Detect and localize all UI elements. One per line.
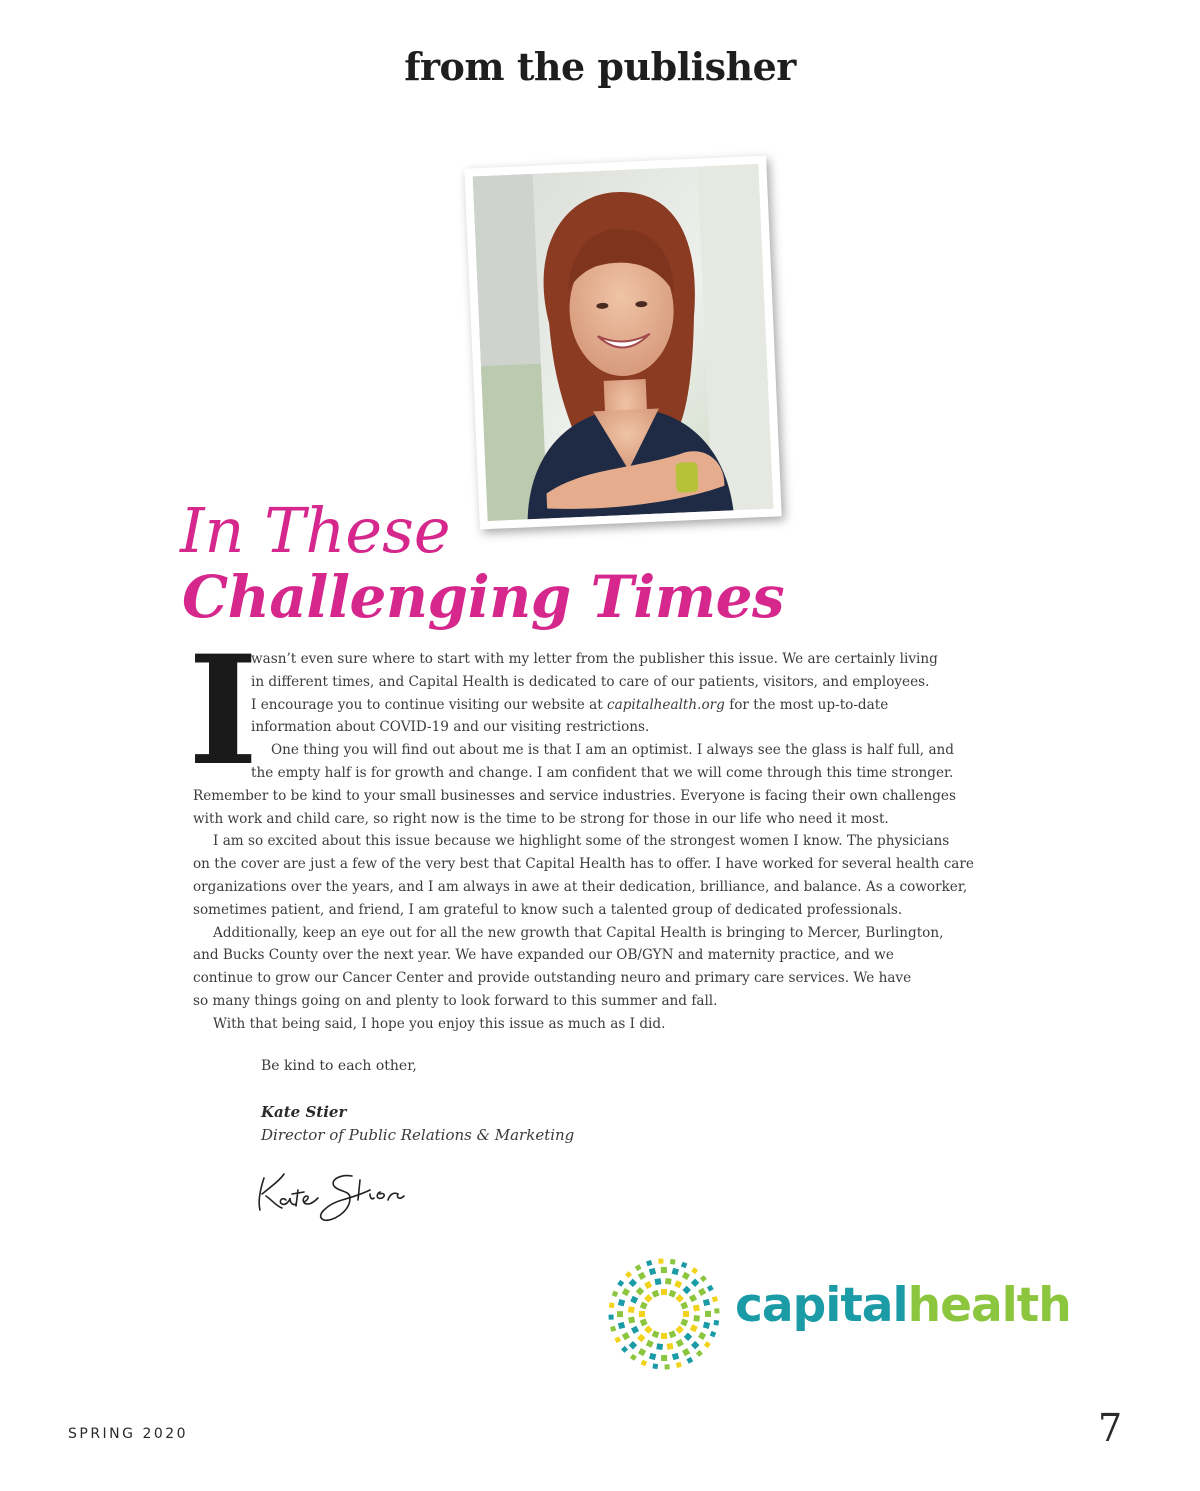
capital-health-logo-icon <box>608 1258 720 1370</box>
logo-square <box>714 1308 719 1313</box>
logo-square <box>682 1272 690 1280</box>
logo-square <box>652 1330 660 1338</box>
logo-square <box>690 1324 698 1332</box>
letter-line: Additionally, keep an eye out for all the new growth that Capital Health is bringing to Mercer, Burlington, <box>213 924 944 941</box>
logo-square <box>630 1296 638 1304</box>
handwritten-signature <box>252 1160 422 1232</box>
logo-square <box>674 1280 682 1288</box>
section-title: from the publisher <box>404 44 796 89</box>
logo-square <box>672 1268 679 1275</box>
logo-square <box>610 1326 616 1332</box>
logo-square <box>676 1362 682 1368</box>
logo-square <box>661 1333 667 1339</box>
logo-square <box>672 1353 679 1360</box>
logo-square <box>609 1302 615 1308</box>
logo-square <box>689 1294 697 1302</box>
logo-square <box>646 1260 652 1266</box>
author-name: Kate Stier <box>261 1103 347 1121</box>
logo-square <box>668 1290 676 1298</box>
logo-square <box>629 1341 637 1349</box>
logo-square <box>691 1267 698 1274</box>
letter-line: the empty half is for growth and change. I am confident that we will come through this time stronger. <box>251 764 954 781</box>
capital-health-logo-text <box>735 1278 1071 1333</box>
logo-square <box>686 1357 693 1364</box>
logo-square <box>707 1285 714 1292</box>
logo-square <box>661 1355 667 1361</box>
logo-square <box>652 1290 660 1298</box>
logo-square <box>703 1299 710 1306</box>
logo-square <box>693 1304 700 1311</box>
logo-square <box>681 1262 688 1269</box>
letter-line: wasn’t even sure where to start with my letter from the publisher this issue. We are certainly living <box>251 651 938 667</box>
letter-line: continue to grow our Cancer Center and provide outstanding neuro and primary care services. We have <box>193 970 912 987</box>
logo-square <box>675 1294 683 1302</box>
logo-square <box>618 1322 625 1329</box>
logo-square <box>617 1311 623 1317</box>
logo-square <box>649 1268 656 1275</box>
logo-square <box>630 1354 637 1361</box>
logo-square <box>622 1332 630 1340</box>
logo-square <box>703 1322 710 1329</box>
letter-line: organizations over the years, and I am always in awe at their dedication, brilliance, and balance. As a coworker, <box>193 878 968 895</box>
logo-square <box>638 1348 646 1356</box>
logo-square <box>661 1289 667 1295</box>
logo-square <box>668 1330 676 1338</box>
logo-square <box>691 1341 699 1349</box>
letter-line-part: I encourage you to continue visiting our website at <box>251 696 603 713</box>
logo-square <box>644 1281 652 1289</box>
logo-square <box>666 1343 673 1350</box>
logo-square <box>621 1346 628 1353</box>
letter-line: so many things going on and plenty to look forward to this summer and fall. <box>193 992 718 1009</box>
letter-line: One thing you will find out about me is that I am an optimist. I always see the glass is half full, and <box>271 742 954 759</box>
logo-square <box>635 1264 642 1271</box>
publisher-photo <box>464 156 781 530</box>
logo-square <box>704 1341 711 1348</box>
logo-square <box>640 1302 648 1310</box>
logo-square <box>710 1331 717 1338</box>
logo-square <box>654 1278 661 1285</box>
letter-line: in different times, and Capital Health is dedicated to care of our patients, visitors, and employees. <box>251 673 930 690</box>
logo-square <box>640 1318 648 1326</box>
logo-square <box>639 1311 645 1317</box>
logo-square <box>670 1259 676 1265</box>
logo-square <box>641 1360 648 1367</box>
logo-square <box>637 1334 645 1342</box>
letter-line: on the cover are just a few of the very best that Capital Health has to offer. I have worked for several health care <box>193 856 974 873</box>
logo-square <box>631 1326 639 1334</box>
logo-square <box>698 1288 706 1296</box>
logo-square <box>629 1279 637 1287</box>
logo-square <box>693 1315 700 1322</box>
logo-square <box>680 1318 688 1326</box>
logo-square <box>644 1294 652 1302</box>
logo-square <box>698 1332 706 1340</box>
logo-square <box>682 1286 690 1294</box>
issue-label: SPRING 2020 <box>68 1426 189 1442</box>
logo-word-health: health <box>907 1278 1071 1333</box>
logo-square <box>614 1336 621 1343</box>
logo-square <box>705 1311 711 1317</box>
logo-square <box>665 1278 672 1285</box>
drop-cap: I <box>188 623 259 799</box>
letter-body <box>193 648 1003 1036</box>
logo-square <box>612 1291 619 1298</box>
letter-line: information about COVID-19 and our visiting restrictions. <box>251 719 650 736</box>
letter-line: and Bucks County over the next year. We have expanded our OB/GYN and maternity practice, and we <box>193 947 894 964</box>
logo-square <box>625 1271 632 1278</box>
website-link[interactable]: capitalhealth.org <box>607 696 725 713</box>
letter-line: I am so excited about this issue because we highlight some of the strongest women I know. The physicians <box>213 833 950 850</box>
logo-square <box>622 1288 630 1296</box>
logo-word-capital: capital <box>735 1278 908 1333</box>
letter-line: Remember to be kind to your small businesses and service industries. Everyone is facing their own challenges <box>193 787 956 804</box>
letter-line: sometimes patient, and friend, I am grateful to know such a talented group of dedicated professionals. <box>193 901 903 918</box>
logo-square <box>652 1363 658 1369</box>
logo-square <box>696 1350 703 1357</box>
logo-square <box>656 1343 663 1350</box>
closing-line: Be kind to each other, <box>261 1058 417 1074</box>
logo-square <box>628 1316 635 1323</box>
logo-square <box>676 1339 684 1347</box>
logo-square <box>712 1296 718 1302</box>
headline-line-1: In These <box>180 494 451 567</box>
logo-square <box>628 1306 635 1313</box>
logo-square <box>700 1275 707 1282</box>
letter-line: With that being said, I hope you enjoy this issue as much as I did. <box>213 1015 666 1032</box>
page-number: 7 <box>1098 1406 1123 1450</box>
logo-square <box>675 1325 683 1333</box>
logo-square <box>636 1287 644 1295</box>
logo-square <box>644 1325 652 1333</box>
logo-square <box>658 1258 663 1263</box>
logo-square <box>682 1348 690 1356</box>
logo-square <box>617 1280 624 1287</box>
logo-square <box>691 1279 699 1287</box>
logo-square <box>608 1314 613 1319</box>
logo-square <box>680 1302 688 1310</box>
letter-line-part: for the most up-to-date <box>729 696 889 713</box>
logo-square <box>661 1267 667 1273</box>
logo-square <box>683 1311 689 1317</box>
logo-square <box>649 1353 656 1360</box>
logo-square <box>618 1299 625 1306</box>
headline-line-2: Challenging Times <box>182 563 785 631</box>
letter-line: with work and child care, so right now is the time to be strong for those in our life who need it most. <box>193 810 889 827</box>
logo-square <box>684 1332 692 1340</box>
logo-square <box>646 1340 654 1348</box>
author-title: Director of Public Relations & Marketing <box>261 1126 575 1144</box>
portrait-image <box>473 164 774 521</box>
logo-square <box>713 1320 719 1326</box>
logo-square <box>638 1272 646 1280</box>
logo-square <box>664 1364 669 1369</box>
letter-line <box>193 694 1003 717</box>
